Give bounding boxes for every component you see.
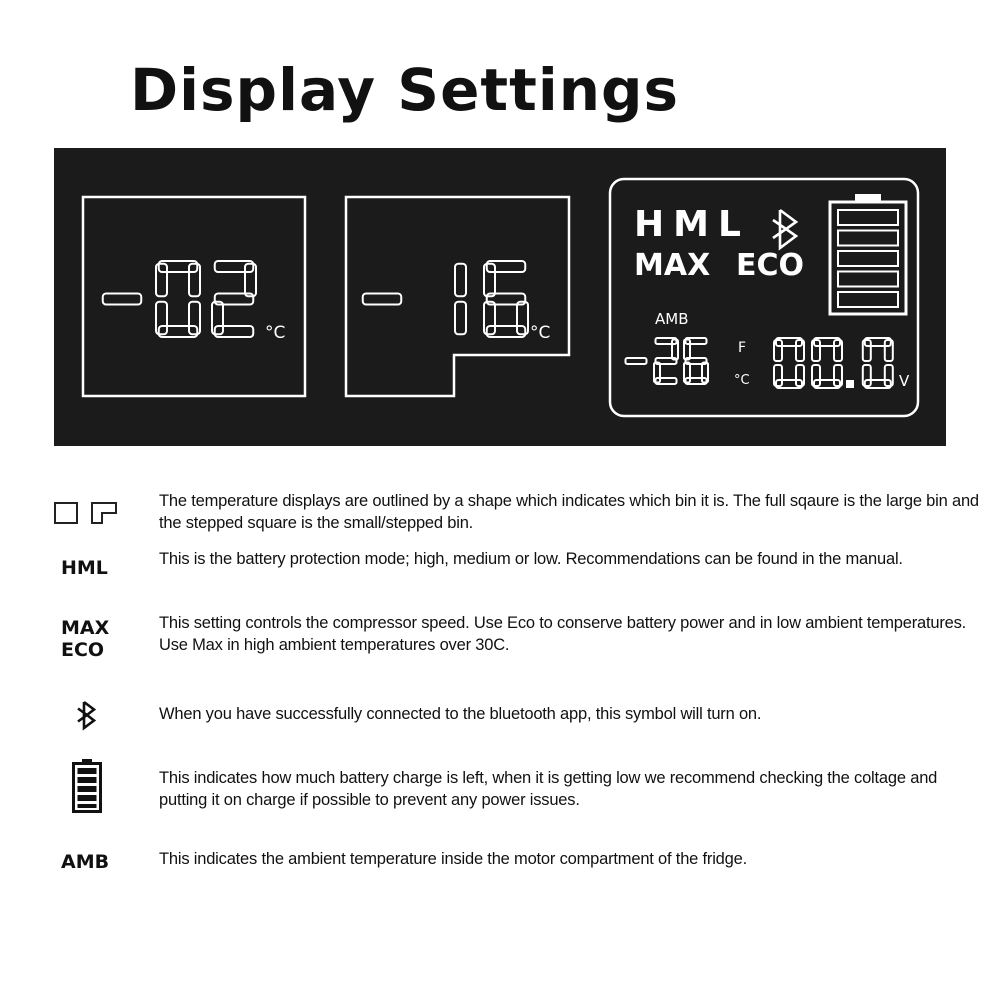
battery-level-bar xyxy=(838,292,898,307)
legend-text-bins: The temperature displays are outlined by a shape which indicates which bin it is. The full sqaure is the large bin and the stepped square is the small/stepped bin. xyxy=(159,492,979,532)
amb-icon-label: AMB xyxy=(61,851,110,873)
battery-level-bar xyxy=(838,251,898,266)
hml-mode-indicator: HML xyxy=(634,204,750,245)
large-bin-unit: °C xyxy=(265,323,286,343)
legend-text-max-eco: This setting controls the compressor speed. Use Eco to conserve battery power and in low ambient temperatures. Use Max in high ambient temperatures over 30C. xyxy=(159,614,967,654)
legend-text-hml: This is the battery protection mode; high, medium or low. Recommendations can be found in the manual. xyxy=(159,550,903,568)
ambient-temp-digits xyxy=(626,338,709,384)
page-title: Display Settings xyxy=(130,56,680,124)
legend-text-bluetooth: When you have successfully connected to the bluetooth app, this symbol will turn on. xyxy=(159,705,762,723)
small-bin-temp-digits xyxy=(363,261,528,337)
eco-mode-indicator: ECO xyxy=(736,248,805,283)
eco-icon-label: ECO xyxy=(61,639,105,661)
voltage-digits xyxy=(774,338,893,388)
large-bin-temp-digits xyxy=(103,261,256,337)
legend-text-battery: This indicates how much battery charge is left, when it is getting low we recommend checking the coltage and putting it on charge if possible to prevent any power issues. xyxy=(159,769,938,809)
max-mode-indicator: MAX xyxy=(634,248,711,283)
bin-shapes-icon xyxy=(52,500,132,531)
hml-icon-label: HML xyxy=(61,557,108,579)
battery-gauge-icon xyxy=(830,194,906,314)
voltage-unit: V xyxy=(899,372,910,390)
legend-text-amb: This indicates the ambient temperature inside the motor compartment of the fridge. xyxy=(159,850,747,868)
bluetooth-icon xyxy=(773,210,796,248)
battery-icon xyxy=(70,758,150,821)
battery-level-bar xyxy=(838,210,898,225)
battery-level-bar xyxy=(838,272,898,287)
bluetooth-icon xyxy=(76,699,156,736)
max-icon-label: MAX xyxy=(61,617,110,639)
amb-label: AMB xyxy=(655,310,689,328)
lcd-display-graphic xyxy=(54,148,946,446)
lcd-display-panel xyxy=(54,148,946,446)
page-title-cropped xyxy=(130,56,680,124)
battery-level-bar xyxy=(838,231,898,246)
small-bin-unit: °C xyxy=(530,323,551,343)
fahrenheit-indicator: F xyxy=(738,340,747,356)
celsius-indicator: °C xyxy=(734,373,750,388)
